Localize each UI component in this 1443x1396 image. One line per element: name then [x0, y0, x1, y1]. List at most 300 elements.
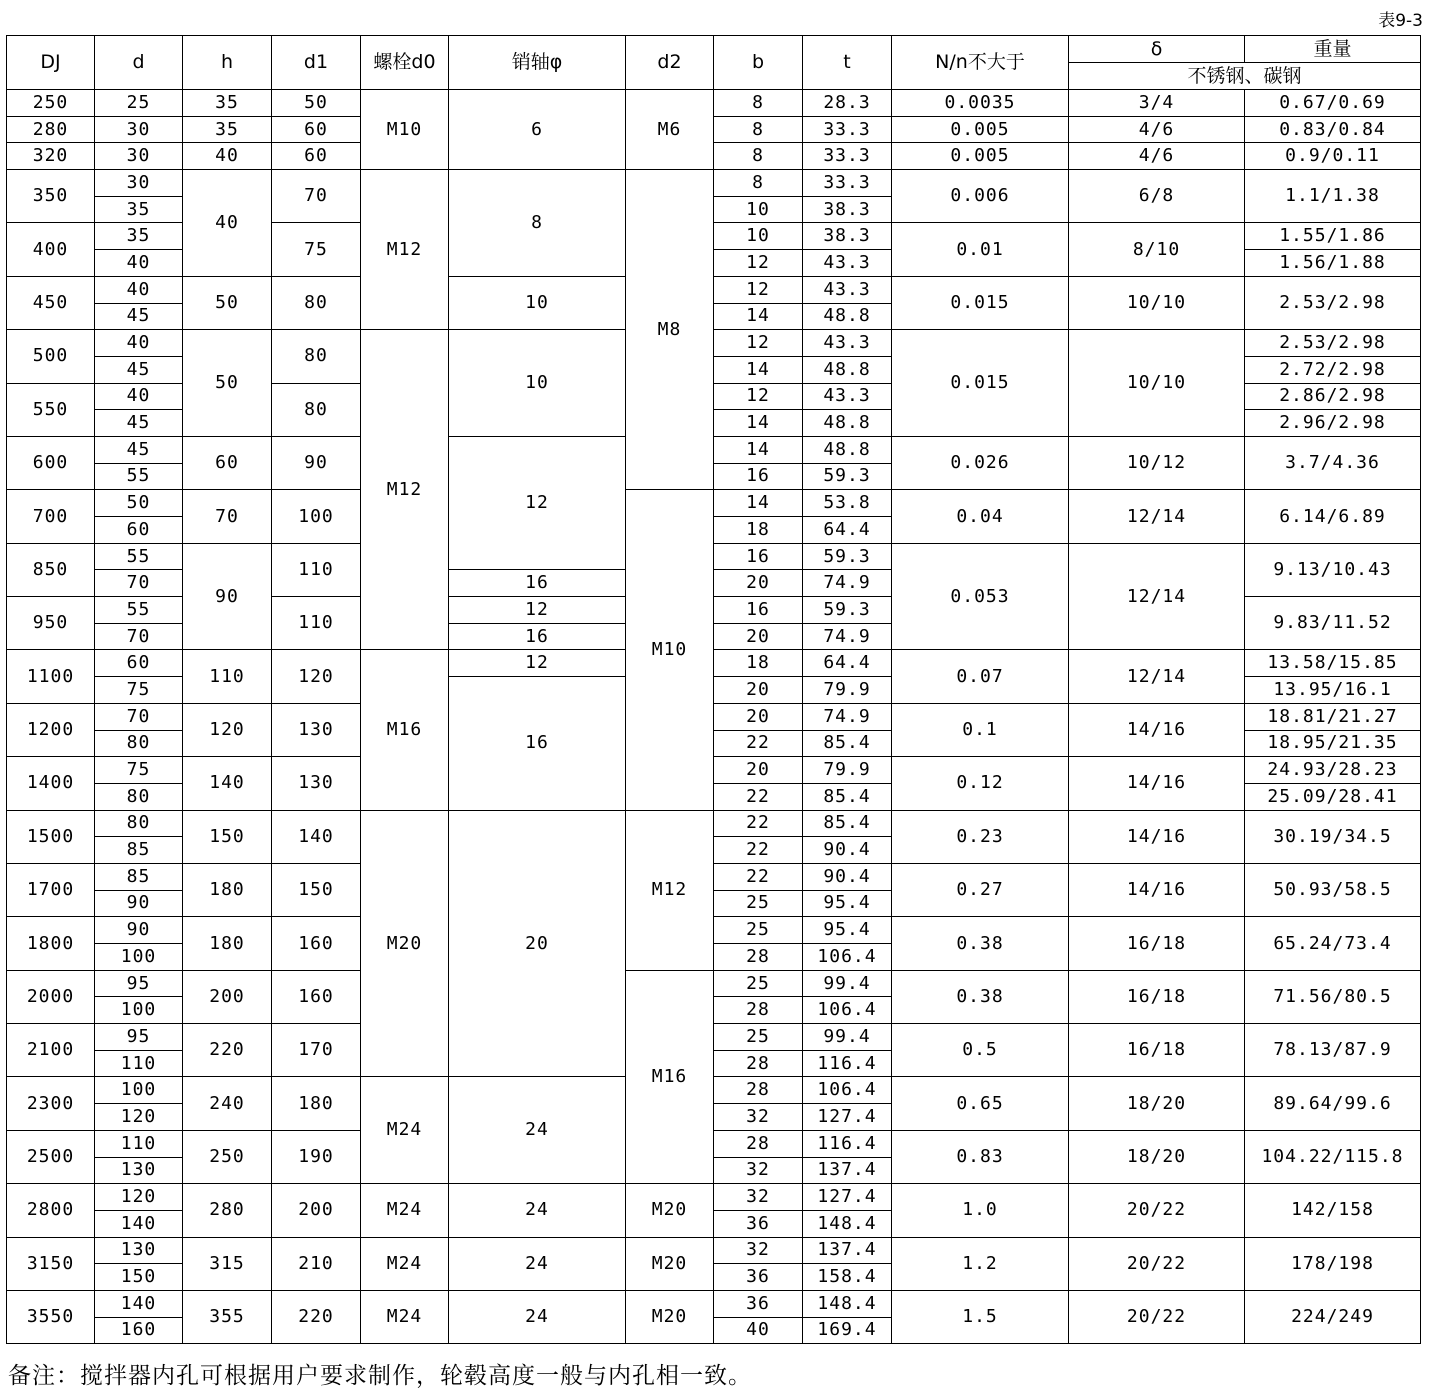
cell-nn: 0.053 — [892, 543, 1069, 650]
cell-t: 74.9 — [803, 703, 892, 730]
cell-h: 240 — [183, 1077, 272, 1130]
cell-t: 90.4 — [803, 837, 892, 864]
cell-pin: 10 — [449, 330, 626, 437]
cell-dj: 350 — [7, 170, 95, 223]
cell-b: 22 — [714, 837, 803, 864]
cell-b: 8 — [714, 116, 803, 143]
cell-t: 53.8 — [803, 490, 892, 517]
cell-delta: 8/10 — [1069, 223, 1245, 276]
cell-nn: 0.65 — [892, 1077, 1069, 1130]
cell-bolt: M24 — [361, 1077, 449, 1184]
cell-b: 16 — [714, 463, 803, 490]
cell-d1: 190 — [272, 1130, 361, 1183]
table-row — [7, 1184, 1421, 1211]
table-row — [7, 90, 1421, 117]
cell-d1: 170 — [272, 1024, 361, 1077]
header-row-1 — [7, 36, 1421, 63]
cell-t: 85.4 — [803, 810, 892, 837]
cell-bolt: M24 — [361, 1237, 449, 1290]
cell-t: 99.4 — [803, 1024, 892, 1051]
cell-dj: 1200 — [7, 703, 95, 756]
cell-d: 70 — [95, 703, 183, 730]
cell-d: 120 — [95, 1104, 183, 1131]
cell-weight: 89.64/99.6 — [1245, 1077, 1421, 1130]
cell-d: 45 — [95, 356, 183, 383]
cell-delta: 20/22 — [1069, 1290, 1245, 1343]
cell-h: 70 — [183, 490, 272, 543]
cell-weight: 2.72/2.98 — [1245, 356, 1421, 383]
cell-d: 100 — [95, 1077, 183, 1104]
cell-t: 33.3 — [803, 116, 892, 143]
header-d: d — [95, 36, 183, 90]
table-row — [7, 917, 1421, 944]
table-row — [7, 970, 1421, 997]
cell-dj: 400 — [7, 223, 95, 276]
cell-d1: 160 — [272, 917, 361, 970]
table-row — [7, 436, 1421, 463]
cell-delta: 6/8 — [1069, 170, 1245, 223]
cell-d: 40 — [95, 276, 183, 303]
cell-dj: 250 — [7, 90, 95, 117]
cell-d: 100 — [95, 944, 183, 971]
cell-b: 20 — [714, 623, 803, 650]
cell-d: 25 — [95, 90, 183, 117]
cell-dj: 2500 — [7, 1130, 95, 1183]
cell-t: 43.3 — [803, 330, 892, 357]
cell-t: 95.4 — [803, 917, 892, 944]
cell-nn: 0.12 — [892, 757, 1069, 810]
cell-d: 95 — [95, 1024, 183, 1051]
cell-d2: M8 — [626, 170, 714, 490]
cell-d1: 80 — [272, 383, 361, 436]
header-nn: N/n不大于 — [892, 36, 1069, 90]
cell-b: 25 — [714, 970, 803, 997]
cell-b: 14 — [714, 410, 803, 437]
table-row — [7, 703, 1421, 730]
cell-b: 36 — [714, 1210, 803, 1237]
cell-h: 120 — [183, 703, 272, 756]
cell-d: 130 — [95, 1157, 183, 1184]
cell-pin: 6 — [449, 90, 626, 170]
cell-t: 79.9 — [803, 677, 892, 704]
cell-nn: 0.026 — [892, 436, 1069, 489]
cell-b: 10 — [714, 223, 803, 250]
cell-d: 60 — [95, 517, 183, 544]
cell-weight: 2.96/2.98 — [1245, 410, 1421, 437]
cell-d: 70 — [95, 623, 183, 650]
cell-nn: 0.005 — [892, 143, 1069, 170]
cell-nn: 0.04 — [892, 490, 1069, 543]
cell-t: 64.4 — [803, 517, 892, 544]
cell-t: 90.4 — [803, 863, 892, 890]
header-delta: δ — [1069, 36, 1245, 63]
cell-nn: 0.006 — [892, 170, 1069, 223]
cell-d: 85 — [95, 863, 183, 890]
cell-d1: 150 — [272, 863, 361, 916]
cell-d1: 70 — [272, 170, 361, 223]
cell-nn: 0.005 — [892, 116, 1069, 143]
cell-d: 80 — [95, 810, 183, 837]
cell-dj: 1800 — [7, 917, 95, 970]
cell-b: 40 — [714, 1317, 803, 1344]
cell-d: 140 — [95, 1210, 183, 1237]
cell-b: 12 — [714, 330, 803, 357]
cell-delta: 18/20 — [1069, 1130, 1245, 1183]
cell-t: 38.3 — [803, 223, 892, 250]
cell-d: 80 — [95, 783, 183, 810]
cell-dj: 1100 — [7, 650, 95, 703]
cell-t: 74.9 — [803, 570, 892, 597]
cell-b: 22 — [714, 863, 803, 890]
cell-h: 280 — [183, 1184, 272, 1237]
cell-d2: M20 — [626, 1237, 714, 1290]
cell-d1: 100 — [272, 490, 361, 543]
cell-delta: 14/16 — [1069, 810, 1245, 863]
cell-nn: 0.1 — [892, 703, 1069, 756]
table-row — [7, 490, 1421, 517]
cell-d1: 140 — [272, 810, 361, 863]
cell-t: 33.3 — [803, 170, 892, 197]
cell-dj: 2800 — [7, 1184, 95, 1237]
table-row — [7, 170, 1421, 197]
cell-t: 137.4 — [803, 1237, 892, 1264]
header-bolt: 螺栓d0 — [361, 36, 449, 90]
cell-weight: 3.7/4.36 — [1245, 436, 1421, 489]
table-row — [7, 1237, 1421, 1264]
cell-t: 137.4 — [803, 1157, 892, 1184]
cell-d: 160 — [95, 1317, 183, 1344]
cell-b: 14 — [714, 490, 803, 517]
cell-d: 100 — [95, 997, 183, 1024]
table-row — [7, 1077, 1421, 1104]
cell-t: 106.4 — [803, 944, 892, 971]
cell-weight: 178/198 — [1245, 1237, 1421, 1290]
cell-d2: M16 — [626, 970, 714, 1184]
cell-pin: 24 — [449, 1184, 626, 1237]
cell-h: 50 — [183, 330, 272, 437]
cell-t: 48.8 — [803, 356, 892, 383]
cell-b: 32 — [714, 1237, 803, 1264]
cell-dj: 1500 — [7, 810, 95, 863]
cell-weight: 24.93/28.23 — [1245, 757, 1421, 784]
cell-h: 315 — [183, 1237, 272, 1290]
cell-weight: 30.19/34.5 — [1245, 810, 1421, 863]
cell-delta: 14/16 — [1069, 703, 1245, 756]
cell-d: 75 — [95, 677, 183, 704]
cell-d: 140 — [95, 1290, 183, 1317]
cell-b: 22 — [714, 783, 803, 810]
cell-pin: 16 — [449, 623, 626, 650]
cell-t: 127.4 — [803, 1104, 892, 1131]
cell-d1: 110 — [272, 543, 361, 596]
cell-dj: 550 — [7, 383, 95, 436]
cell-dj: 320 — [7, 143, 95, 170]
cell-weight: 9.13/10.43 — [1245, 543, 1421, 596]
cell-d: 75 — [95, 757, 183, 784]
cell-weight: 18.95/21.35 — [1245, 730, 1421, 757]
cell-delta: 10/10 — [1069, 330, 1245, 437]
cell-delta: 12/14 — [1069, 650, 1245, 703]
header-material: 不锈钢、碳钢 — [1069, 63, 1421, 90]
table-row — [7, 1024, 1421, 1051]
cell-d1: 50 — [272, 90, 361, 117]
cell-d: 85 — [95, 837, 183, 864]
table-body — [7, 90, 1421, 1344]
cell-d: 90 — [95, 890, 183, 917]
cell-bolt: M12 — [361, 330, 449, 650]
cell-h: 220 — [183, 1024, 272, 1077]
cell-pin: 24 — [449, 1290, 626, 1343]
cell-nn: 0.83 — [892, 1130, 1069, 1183]
header-h: h — [183, 36, 272, 90]
cell-d: 30 — [95, 143, 183, 170]
cell-delta: 4/6 — [1069, 143, 1245, 170]
header-pin: 销轴φ — [449, 36, 626, 90]
cell-d1: 80 — [272, 330, 361, 383]
cell-weight: 0.83/0.84 — [1245, 116, 1421, 143]
cell-delta: 12/14 — [1069, 543, 1245, 650]
cell-b: 14 — [714, 303, 803, 330]
cell-weight: 9.83/11.52 — [1245, 597, 1421, 650]
cell-b: 22 — [714, 810, 803, 837]
cell-b: 28 — [714, 1050, 803, 1077]
cell-delta: 18/20 — [1069, 1077, 1245, 1130]
cell-dj: 3550 — [7, 1290, 95, 1343]
cell-dj: 850 — [7, 543, 95, 596]
cell-d1: 210 — [272, 1237, 361, 1290]
table-row — [7, 143, 1421, 170]
cell-d1: 180 — [272, 1077, 361, 1130]
cell-weight: 104.22/115.8 — [1245, 1130, 1421, 1183]
cell-d1: 80 — [272, 276, 361, 329]
cell-h: 40 — [183, 170, 272, 277]
cell-b: 16 — [714, 543, 803, 570]
cell-d: 70 — [95, 570, 183, 597]
cell-d: 40 — [95, 383, 183, 410]
cell-b: 25 — [714, 890, 803, 917]
cell-b: 36 — [714, 1264, 803, 1291]
cell-t: 95.4 — [803, 890, 892, 917]
cell-weight: 25.09/28.41 — [1245, 783, 1421, 810]
table-row — [7, 757, 1421, 784]
cell-d2: M20 — [626, 1290, 714, 1343]
cell-b: 28 — [714, 1130, 803, 1157]
table-number: 表9-3 — [1378, 11, 1423, 31]
cell-nn: 0.23 — [892, 810, 1069, 863]
cell-b: 12 — [714, 250, 803, 277]
cell-d2: M6 — [626, 90, 714, 170]
cell-b: 8 — [714, 90, 803, 117]
cell-b: 16 — [714, 597, 803, 624]
cell-weight: 142/158 — [1245, 1184, 1421, 1237]
cell-d: 45 — [95, 410, 183, 437]
table-row — [7, 116, 1421, 143]
cell-pin: 12 — [449, 436, 626, 569]
cell-nn: 0.015 — [892, 276, 1069, 329]
cell-b: 8 — [714, 170, 803, 197]
cell-d: 130 — [95, 1237, 183, 1264]
cell-d1: 90 — [272, 436, 361, 489]
cell-d: 55 — [95, 463, 183, 490]
header-dj: DJ — [7, 36, 95, 90]
cell-h: 90 — [183, 543, 272, 650]
cell-delta: 4/6 — [1069, 116, 1245, 143]
cell-d: 35 — [95, 196, 183, 223]
cell-dj: 500 — [7, 330, 95, 383]
cell-b: 20 — [714, 757, 803, 784]
cell-delta: 20/22 — [1069, 1237, 1245, 1290]
cell-b: 20 — [714, 703, 803, 730]
cell-t: 28.3 — [803, 90, 892, 117]
cell-t: 59.3 — [803, 463, 892, 490]
cell-weight: 13.58/15.85 — [1245, 650, 1421, 677]
cell-b: 20 — [714, 677, 803, 704]
cell-nn: 1.2 — [892, 1237, 1069, 1290]
cell-nn: 0.01 — [892, 223, 1069, 276]
cell-b: 25 — [714, 917, 803, 944]
cell-b: 28 — [714, 1077, 803, 1104]
cell-b: 14 — [714, 356, 803, 383]
cell-nn: 0.38 — [892, 917, 1069, 970]
cell-d1: 60 — [272, 116, 361, 143]
cell-weight: 224/249 — [1245, 1290, 1421, 1343]
cell-weight: 1.1/1.38 — [1245, 170, 1421, 223]
cell-dj: 280 — [7, 116, 95, 143]
cell-delta: 20/22 — [1069, 1184, 1245, 1237]
cell-d: 95 — [95, 970, 183, 997]
cell-weight: 18.81/21.27 — [1245, 703, 1421, 730]
cell-d: 45 — [95, 303, 183, 330]
cell-t: 116.4 — [803, 1130, 892, 1157]
cell-d: 150 — [95, 1264, 183, 1291]
table-row — [7, 1290, 1421, 1317]
cell-t: 59.3 — [803, 597, 892, 624]
table-row — [7, 1130, 1421, 1157]
cell-d: 90 — [95, 917, 183, 944]
cell-d: 80 — [95, 730, 183, 757]
cell-dj: 450 — [7, 276, 95, 329]
cell-d2: M12 — [626, 810, 714, 970]
cell-dj: 2100 — [7, 1024, 95, 1077]
cell-nn: 0.015 — [892, 330, 1069, 437]
table-row — [7, 330, 1421, 357]
cell-b: 22 — [714, 730, 803, 757]
cell-bolt: M12 — [361, 170, 449, 330]
cell-dj: 600 — [7, 436, 95, 489]
remark-note: 备注：搅拌器内孔可根据用户要求制作，轮毂高度一般与内孔相一致。 — [8, 1363, 752, 1389]
cell-bolt: M16 — [361, 650, 449, 810]
table-row — [7, 810, 1421, 837]
cell-t: 148.4 — [803, 1210, 892, 1237]
cell-t: 43.3 — [803, 383, 892, 410]
cell-d: 110 — [95, 1130, 183, 1157]
cell-weight: 71.56/80.5 — [1245, 970, 1421, 1023]
cell-weight: 1.55/1.86 — [1245, 223, 1421, 250]
cell-delta: 12/14 — [1069, 490, 1245, 543]
cell-pin: 10 — [449, 276, 626, 329]
cell-dj: 1700 — [7, 863, 95, 916]
cell-h: 355 — [183, 1290, 272, 1343]
cell-pin: 16 — [449, 677, 626, 810]
cell-d: 40 — [95, 330, 183, 357]
cell-b: 12 — [714, 276, 803, 303]
cell-pin: 16 — [449, 570, 626, 597]
cell-t: 64.4 — [803, 650, 892, 677]
cell-d2: M10 — [626, 490, 714, 810]
cell-pin: 24 — [449, 1077, 626, 1184]
cell-delta: 16/18 — [1069, 970, 1245, 1023]
cell-bolt: M20 — [361, 810, 449, 1077]
cell-b: 8 — [714, 143, 803, 170]
cell-b: 32 — [714, 1184, 803, 1211]
table-row — [7, 276, 1421, 303]
cell-weight: 13.95/16.1 — [1245, 677, 1421, 704]
cell-dj: 2000 — [7, 970, 95, 1023]
cell-h: 150 — [183, 810, 272, 863]
cell-weight: 0.9/0.11 — [1245, 143, 1421, 170]
cell-b: 28 — [714, 997, 803, 1024]
cell-t: 158.4 — [803, 1264, 892, 1291]
cell-d1: 220 — [272, 1290, 361, 1343]
cell-h: 140 — [183, 757, 272, 810]
cell-t: 99.4 — [803, 970, 892, 997]
cell-b: 18 — [714, 650, 803, 677]
cell-weight: 65.24/73.4 — [1245, 917, 1421, 970]
cell-d: 55 — [95, 597, 183, 624]
cell-weight: 2.53/2.98 — [1245, 330, 1421, 357]
cell-d: 50 — [95, 490, 183, 517]
cell-nn: 0.0035 — [892, 90, 1069, 117]
cell-nn: 0.38 — [892, 970, 1069, 1023]
cell-pin: 12 — [449, 650, 626, 677]
cell-d2: M20 — [626, 1184, 714, 1237]
cell-delta: 10/10 — [1069, 276, 1245, 329]
cell-dj: 700 — [7, 490, 95, 543]
cell-d: 30 — [95, 116, 183, 143]
cell-d1: 130 — [272, 757, 361, 810]
cell-t: 148.4 — [803, 1290, 892, 1317]
cell-b: 25 — [714, 1024, 803, 1051]
cell-d: 110 — [95, 1050, 183, 1077]
cell-t: 169.4 — [803, 1317, 892, 1344]
cell-weight: 0.67/0.69 — [1245, 90, 1421, 117]
cell-t: 127.4 — [803, 1184, 892, 1211]
cell-d1: 130 — [272, 703, 361, 756]
header-t: t — [803, 36, 892, 90]
cell-b: 12 — [714, 383, 803, 410]
cell-b: 32 — [714, 1104, 803, 1131]
cell-bolt: M24 — [361, 1184, 449, 1237]
cell-delta: 14/16 — [1069, 757, 1245, 810]
cell-t: 48.8 — [803, 303, 892, 330]
cell-d1: 160 — [272, 970, 361, 1023]
cell-d: 120 — [95, 1184, 183, 1211]
table-row — [7, 650, 1421, 677]
cell-nn: 0.07 — [892, 650, 1069, 703]
specification-table — [6, 35, 1421, 1344]
table-row — [7, 543, 1421, 570]
cell-b: 20 — [714, 570, 803, 597]
cell-d: 40 — [95, 250, 183, 277]
cell-dj: 2300 — [7, 1077, 95, 1130]
cell-d1: 120 — [272, 650, 361, 703]
cell-h: 35 — [183, 90, 272, 117]
cell-t: 116.4 — [803, 1050, 892, 1077]
cell-d1: 200 — [272, 1184, 361, 1237]
cell-t: 106.4 — [803, 997, 892, 1024]
cell-d: 45 — [95, 436, 183, 463]
cell-delta: 14/16 — [1069, 863, 1245, 916]
